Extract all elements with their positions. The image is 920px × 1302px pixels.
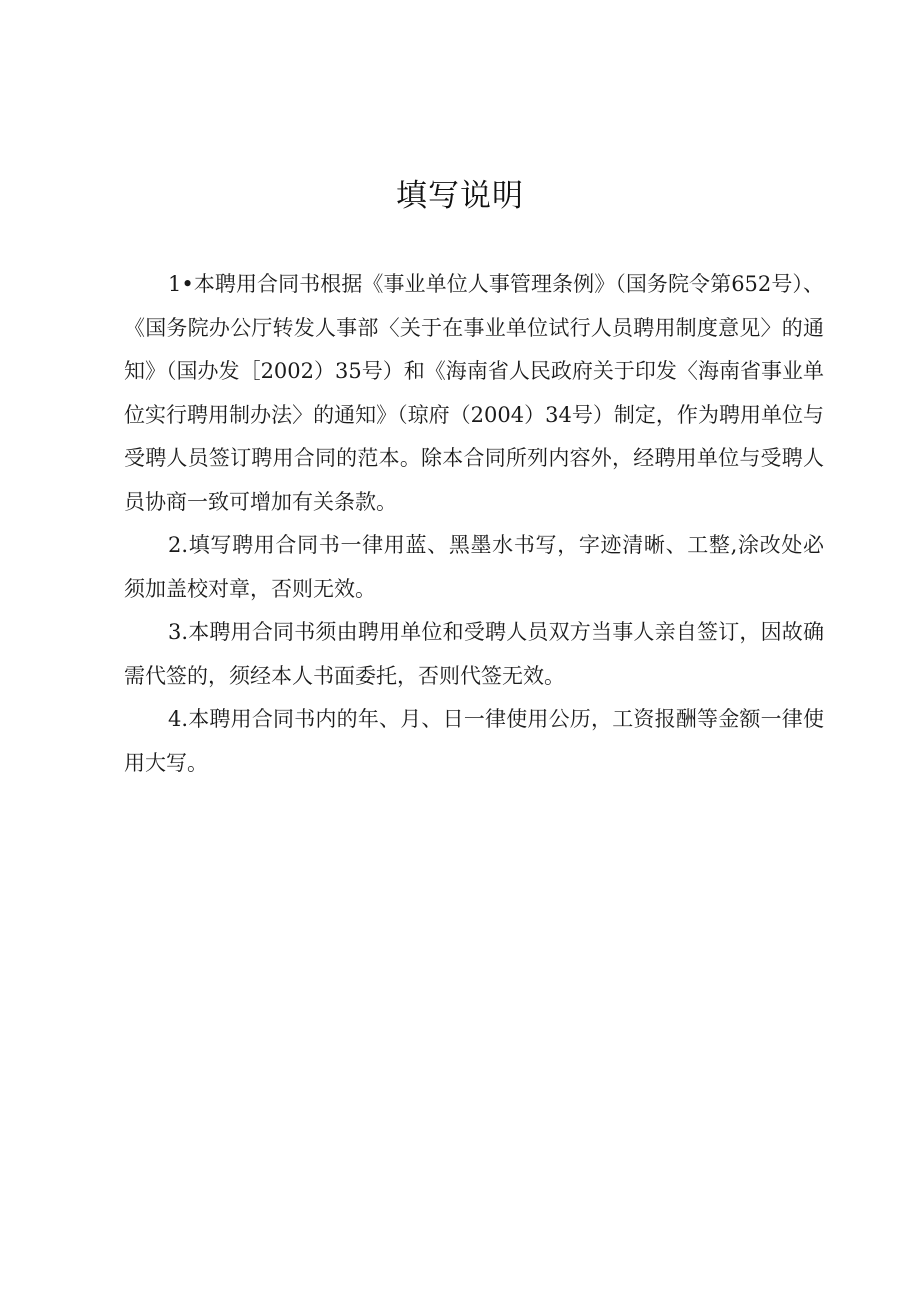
instruction-paragraph-1: 1•本聘用合同书根据《事业单位人事管理条例》（国务院令第652号）、《国务院办公厅转发人事部〈关于在事业单位试行人员聘用制度意见〉的通知》（国办发［2002）35号）和《海南省人民政府关于印发〈海南省事业单位实行聘用制办法〉的通知》（琼府（2004）34号）制定，作为聘用单位与受聘人员签订聘用合同的范本。除本合同所列内容外，经聘用单位与受聘人员协商一致可增加有关条款。 xyxy=(124,272,824,514)
document-title: 填写说明 xyxy=(396,178,524,214)
instruction-paragraph-2: 2.填写聘用合同书一律用蓝、黑墨水书写，字迹清晰、工整,涂改处必须加盖校对章，否则无效。 xyxy=(124,533,824,601)
instructions-body xyxy=(124,263,824,785)
instruction-paragraph-3: 3.本聘用合同书须由聘用单位和受聘人员双方当事人亲自签订，因故确需代签的，须经本人书面委托，否则代签无效。 xyxy=(124,620,824,688)
instruction-paragraph-4: 4.本聘用合同书内的年、月、日一律使用公历，工资报酬等金额一律使用大写。 xyxy=(124,707,824,775)
